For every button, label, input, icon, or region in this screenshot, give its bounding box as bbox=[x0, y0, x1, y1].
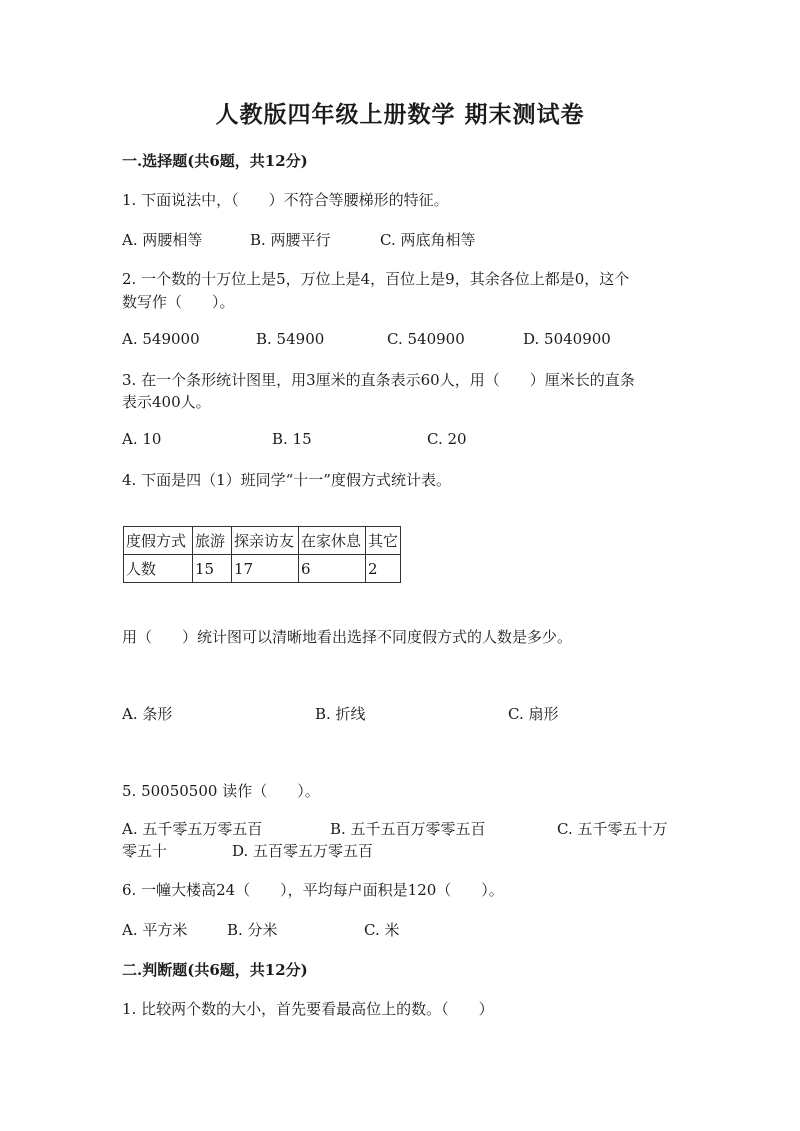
q6-option-c: C. 米 bbox=[364, 921, 400, 939]
table-cell: 其它 bbox=[366, 527, 401, 555]
q5-option-c: C. 五千零五十万 bbox=[557, 820, 668, 838]
q2-text-line1: 2. 一个数的十万位上是5，万位上是4，百位上是9，其余各位上都是0，这个 bbox=[122, 270, 630, 288]
table-cell: 探亲访友 bbox=[232, 527, 299, 555]
q5-option-d: D. 五百零五万零五百 bbox=[232, 842, 374, 860]
q5-option-c-continued: 零五十 bbox=[122, 842, 168, 860]
q6-option-b: B. 分米 bbox=[227, 921, 278, 939]
q1-option-c: C. 两底角相等 bbox=[380, 231, 476, 249]
table-cell: 17 bbox=[232, 555, 299, 583]
q3-option-c: C. 20 bbox=[427, 430, 467, 448]
q2-option-b: B. 54900 bbox=[256, 330, 325, 348]
table-cell: 2 bbox=[366, 555, 401, 583]
q3-option-b: B. 15 bbox=[272, 430, 312, 448]
section1-heading: 一.选择题(共6题，共12分) bbox=[122, 152, 308, 170]
table-row bbox=[124, 527, 401, 555]
q5-option-a: A. 五千零五万零五百 bbox=[122, 820, 263, 838]
q2-option-d: D. 5040900 bbox=[523, 330, 611, 348]
table-cell: 度假方式 bbox=[124, 527, 193, 555]
q4-option-c: C. 扇形 bbox=[508, 705, 559, 723]
q5-text: 5. 50050500 读作（ ）。 bbox=[122, 782, 320, 800]
table-row bbox=[124, 555, 401, 583]
q1-text: 1. 下面说法中，（ ）不符合等腰梯形的特征。 bbox=[122, 191, 449, 209]
page-title: 人教版四年级上册数学 期末测试卷 bbox=[215, 101, 585, 128]
table-cell: 15 bbox=[193, 555, 232, 583]
q3-option-a: A. 10 bbox=[122, 430, 162, 448]
q1-option-a: A. 两腰相等 bbox=[122, 231, 203, 249]
q4-option-b: B. 折线 bbox=[315, 705, 366, 723]
q6-option-a: A. 平方米 bbox=[122, 921, 188, 939]
q2-option-a: A. 549000 bbox=[122, 330, 200, 348]
s2-q1-text: 1. 比较两个数的大小，首先要看最高位上的数。（ ） bbox=[122, 1000, 494, 1018]
table-cell: 6 bbox=[299, 555, 366, 583]
q6-text: 6. 一幢大楼高24（ ），平均每户面积是120（ ）。 bbox=[122, 881, 504, 899]
q1-option-b: B. 两腰平行 bbox=[250, 231, 331, 249]
q4-option-a: A. 条形 bbox=[122, 705, 173, 723]
q2-text-line2: 数写作（ ）。 bbox=[122, 293, 235, 311]
q3-text-line2: 表示400人。 bbox=[122, 393, 211, 411]
table-cell: 旅游 bbox=[193, 527, 232, 555]
section2-heading: 二.判断题(共6题，共12分) bbox=[122, 961, 308, 979]
q4-question: 用（ ）统计图可以清晰地看出选择不同度假方式的人数是多少。 bbox=[122, 628, 573, 646]
q5-option-b: B. 五千五百万零零五百 bbox=[330, 820, 486, 838]
vacation-stats-table bbox=[123, 526, 401, 583]
q3-text-line1: 3. 在一个条形统计图里，用3厘米的直条表示60人，用（ ）厘米长的直条 bbox=[122, 371, 635, 389]
q2-option-c: C. 540900 bbox=[387, 330, 465, 348]
table-cell: 人数 bbox=[124, 555, 193, 583]
table-cell: 在家休息 bbox=[299, 527, 366, 555]
q4-text: 4. 下面是四（1）班同学“十一”度假方式统计表。 bbox=[122, 471, 451, 489]
